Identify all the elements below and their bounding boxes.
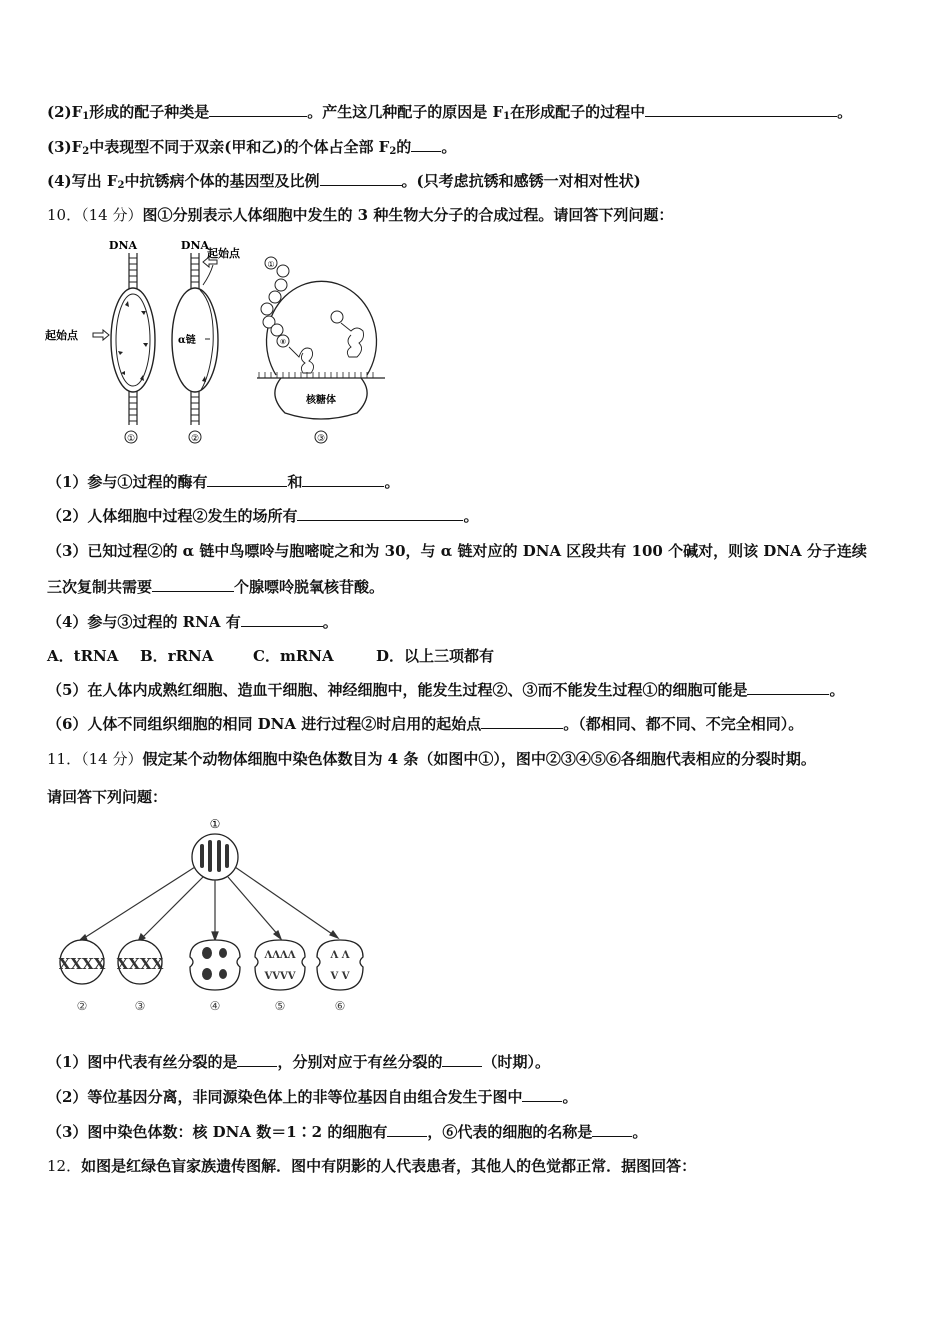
svg-text:起始点: 起始点 [45, 329, 78, 342]
dna-replication-diagram [45, 239, 155, 444]
svg-text:②: ② [76, 999, 88, 1013]
answer-blank[interactable] [302, 472, 384, 487]
q11-header-cont: 请回答下列问题： [47, 788, 168, 806]
answer-blank[interactable] [645, 102, 837, 117]
answer-blank[interactable] [411, 137, 441, 152]
answer-blank[interactable] [297, 506, 463, 521]
translation-diagram [257, 257, 385, 444]
q10-sub4: （4）参与③过程的 RNA 有 。 [47, 613, 338, 631]
answer-blank[interactable] [209, 102, 307, 117]
svg-text:核糖体: 核糖体 [306, 395, 336, 406]
option-b[interactable]: B．rRNA [140, 647, 214, 665]
answer-blank[interactable] [592, 1122, 632, 1137]
transcription-diagram [172, 239, 241, 444]
q9-part4: (4)写出 $F_2$中抗锈病个体的基因型及比例 。(只考虑抗锈和感锈一对相对性状) [47, 172, 641, 191]
q10-options [47, 646, 494, 666]
option-c[interactable]: C．mRNA [253, 647, 334, 665]
svg-text:①: ① [126, 434, 136, 444]
svg-text:③: ③ [134, 999, 146, 1013]
svg-text:①: ① [267, 260, 275, 269]
svg-text:α链: α链 [178, 335, 196, 346]
q11-sub1: （1）图中代表有丝分裂的是 ，分别对应于有丝分裂的 （时期）。 [47, 1053, 550, 1071]
q10-header: 10．（14 分）图①分别表示人体细胞中发生的 3 种生物大分子的合成过程。请回答下列问题： [47, 206, 674, 224]
svg-text:①: ① [209, 817, 221, 831]
option-d[interactable]: D．以上三项都有 [376, 647, 495, 665]
q11-sub3: （3）图中染色体数：核 DNA 数＝1∶2 的细胞有 ，⑥代表的细胞的名称是 。 [47, 1123, 648, 1141]
q10-sub5: （5）在人体内成熟红细胞、造血干细胞、神经细胞中，能发生过程②、③而不能发生过程①的细胞可能是 。 [47, 681, 845, 699]
svg-text:⑥: ⑥ [334, 999, 346, 1013]
q11-sub2: （2）等位基因分离，非同源染色体上的非等位基因自由组合发生于图中 。 [47, 1088, 578, 1106]
svg-text:XXXX: XXXX [58, 955, 106, 973]
answer-blank[interactable] [152, 577, 234, 592]
answer-blank[interactable] [481, 714, 563, 729]
svg-text:Λ Λ: Λ Λ [330, 950, 350, 961]
svg-text:DNA: DNA [108, 239, 138, 252]
svg-text:VVVV: VVVV [264, 971, 296, 982]
q10-sub3-cont: 三次复制共需要 个腺嘌呤脱氧核苷酸。 [47, 578, 385, 596]
q10-sub2: （2）人体细胞中过程②发生的场所有 。 [47, 507, 479, 525]
answer-blank[interactable] [387, 1122, 427, 1137]
answer-blank[interactable] [237, 1052, 277, 1067]
q10-sub3: （3）已知过程②的 α 链中鸟嘌呤与胞嘧啶之和为 30，与 α 链对应的 DNA 区段共有 100 个碱对，则该 DNA 分子连续 [47, 542, 867, 560]
q10-sub1: （1）参与①过程的酶有 和 。 [47, 473, 400, 491]
svg-text:⑤: ⑤ [274, 999, 286, 1013]
answer-blank[interactable] [207, 472, 287, 487]
svg-text:④: ④ [209, 999, 221, 1013]
q9-part3: $(3)F_2$中表现型不同于双亲(甲和乙)的个体占全部 $F_2$的 。 [47, 138, 457, 157]
svg-text:⑧: ⑧ [279, 338, 287, 346]
svg-text:ΛΛΛΛ: ΛΛΛΛ [264, 950, 296, 961]
svg-text:③: ③ [316, 434, 326, 444]
answer-blank[interactable] [320, 171, 402, 186]
q9-part2: $(2)F_1$形成的配子种类是 。产生这几种配子的原因是 $F_1$在形成配子的过程中 。 [47, 103, 853, 122]
option-a[interactable]: A．tRNA [47, 647, 119, 665]
answer-blank[interactable] [522, 1087, 562, 1102]
svg-text:XXXX: XXXX [116, 955, 164, 973]
answer-blank[interactable] [442, 1052, 482, 1067]
answer-blank[interactable] [747, 680, 829, 695]
answer-blank[interactable] [241, 612, 323, 627]
svg-text:②: ② [190, 434, 200, 444]
q11-header: 11．（14 分）假定某个动物体细胞中染色体数目为 4 条（如图中①），图中②③④⑤⑥各细胞代表相应的分裂时期。 [47, 750, 816, 768]
q10-figure [45, 235, 385, 445]
svg-text:DNA: DNA [180, 239, 210, 252]
svg-text:起始点: 起始点 [207, 247, 240, 260]
cell-division-figure [45, 812, 375, 1017]
svg-text:V V: V V [330, 971, 350, 982]
q10-sub6: （6）人体不同组织细胞的相同 DNA 进行过程②时启用的起始点 。（都相同、都不同、不完全相同）。 [47, 715, 804, 733]
q12-header: 12．如图是红绿色盲家族遗传图解．图中有阴影的人代表患者，其他人的色觉都正常．据图回答： [47, 1157, 697, 1175]
